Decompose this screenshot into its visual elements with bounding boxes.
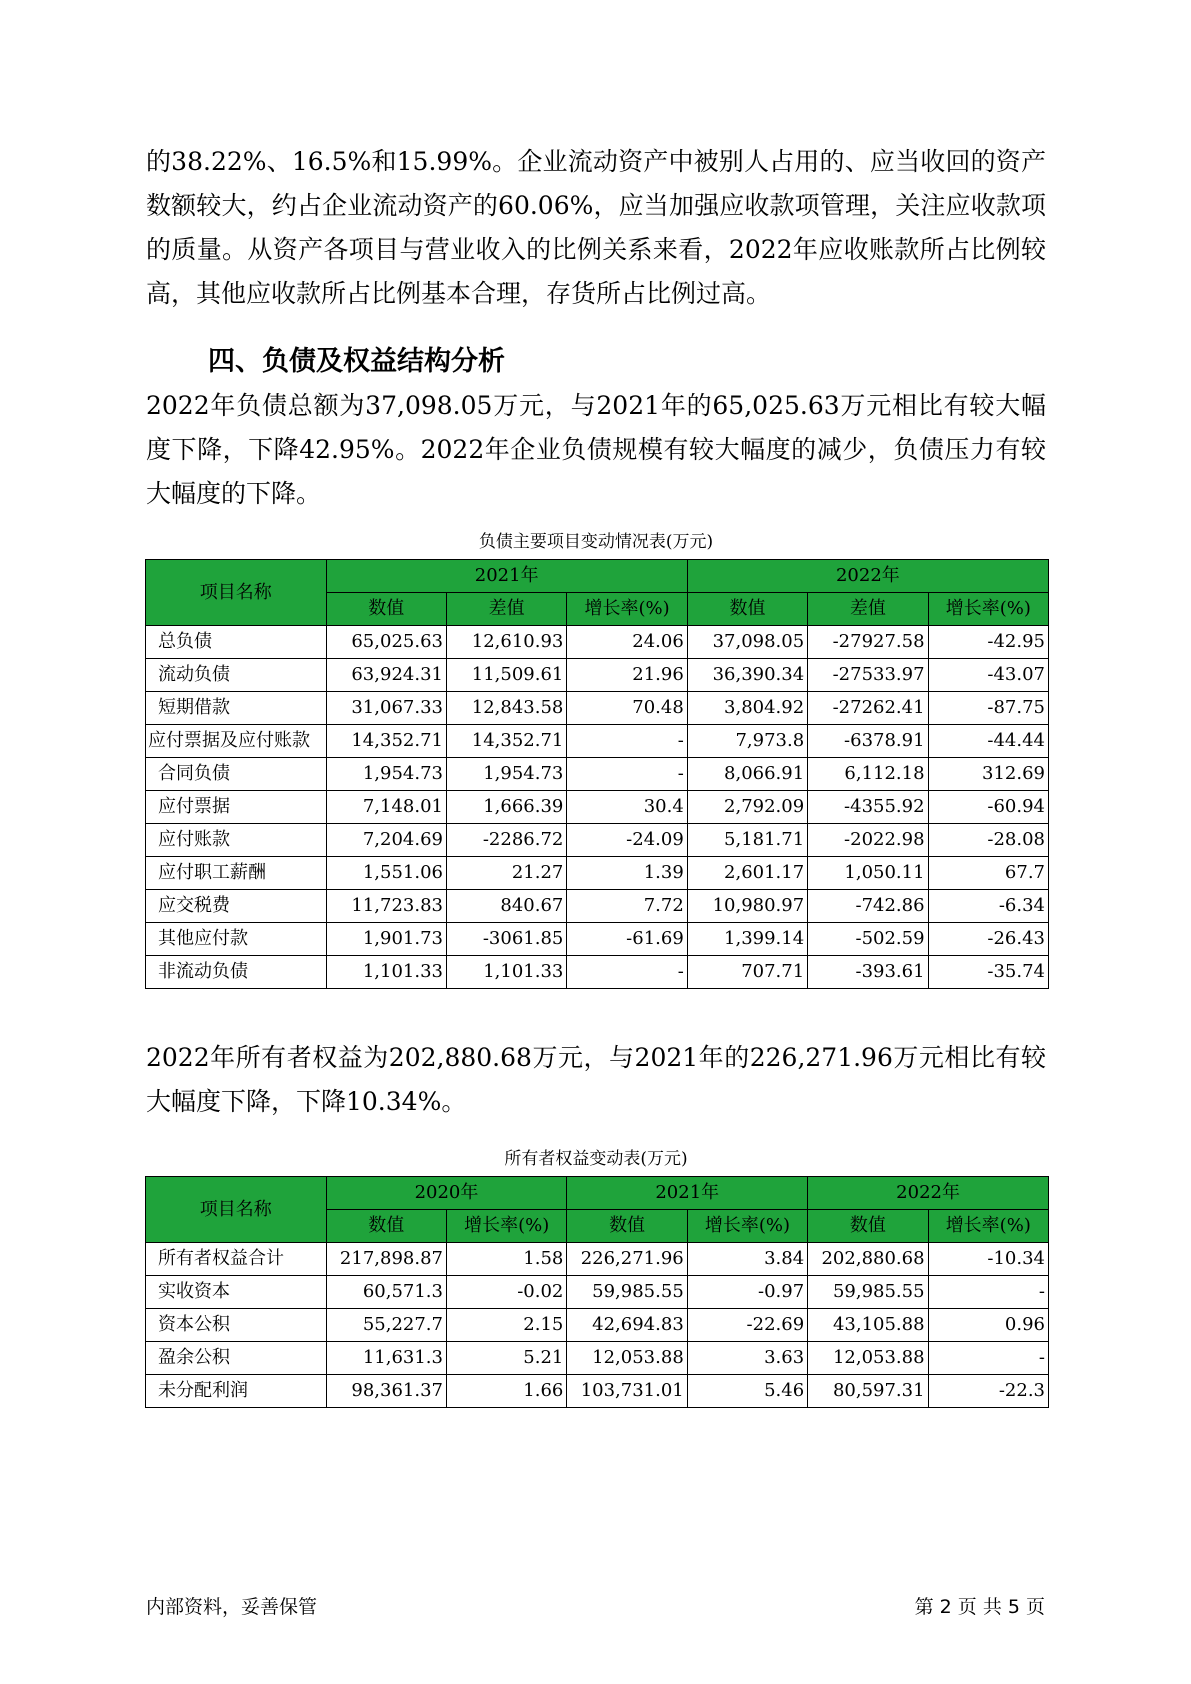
table-cell: -22.69	[687, 1309, 807, 1342]
col-year-2021: 2021年	[326, 560, 687, 593]
table-cell: 1,101.33	[446, 956, 566, 989]
table-cell: 8,066.91	[687, 758, 807, 791]
row-label: 资本公积	[146, 1309, 327, 1342]
section-heading: 四、负债及权益结构分析	[208, 346, 505, 377]
table-cell: 60,571.3	[326, 1276, 446, 1309]
col-growth: 增长率(%)	[567, 593, 687, 626]
table-cell: 1,101.33	[326, 956, 446, 989]
table-cell: -	[567, 758, 687, 791]
table-cell: 2.15	[446, 1309, 566, 1342]
row-label: 应付职工薪酬	[146, 857, 327, 890]
table-cell: -27262.41	[808, 692, 928, 725]
col-year-2020: 2020年	[326, 1177, 567, 1210]
table-cell: 1.66	[446, 1375, 566, 1408]
table-cell: 36,390.34	[687, 659, 807, 692]
col-value: 数值	[808, 1210, 928, 1243]
row-label: 所有者权益合计	[146, 1243, 327, 1276]
table-cell: 3,804.92	[687, 692, 807, 725]
footer-page-number: 第 2 页 共 5 页	[914, 1596, 1045, 1618]
table-cell: 2,792.09	[687, 791, 807, 824]
table-cell: -	[567, 956, 687, 989]
table-row	[146, 692, 1049, 725]
col-item-name: 项目名称	[146, 1177, 327, 1243]
row-label: 应付账款	[146, 824, 327, 857]
table-cell: 217,898.87	[326, 1243, 446, 1276]
table-cell: 0.96	[928, 1309, 1048, 1342]
table-cell: 21.27	[446, 857, 566, 890]
row-label: 总负债	[146, 626, 327, 659]
table-cell: 7,148.01	[326, 791, 446, 824]
table-cell: 65,025.63	[326, 626, 446, 659]
col-value: 数值	[687, 593, 807, 626]
table-cell: 5.46	[687, 1375, 807, 1408]
table-cell: 30.4	[567, 791, 687, 824]
table-cell: 1,050.11	[808, 857, 928, 890]
table-cell: 67.7	[928, 857, 1048, 890]
table-cell: 42,694.83	[567, 1309, 687, 1342]
table-cell: 1.39	[567, 857, 687, 890]
table-cell: -35.74	[928, 956, 1048, 989]
table-cell: -60.94	[928, 791, 1048, 824]
table-row	[146, 1342, 1049, 1375]
row-label: 应付票据	[146, 791, 327, 824]
table-cell: 24.06	[567, 626, 687, 659]
table-cell: 707.71	[687, 956, 807, 989]
table-cell: -10.34	[928, 1243, 1048, 1276]
col-value: 数值	[326, 593, 446, 626]
table-cell: -	[928, 1342, 1048, 1375]
table-cell: 31,067.33	[326, 692, 446, 725]
table-cell: 7,973.8	[687, 725, 807, 758]
col-value: 数值	[326, 1210, 446, 1243]
liability-table-header	[146, 560, 1049, 626]
table-row	[146, 659, 1049, 692]
table-cell: 6,112.18	[808, 758, 928, 791]
table-cell: -4355.92	[808, 791, 928, 824]
table-cell: -0.02	[446, 1276, 566, 1309]
table-cell: 1,901.73	[326, 923, 446, 956]
table-cell: -	[567, 725, 687, 758]
table-cell: -6.34	[928, 890, 1048, 923]
row-label: 盈余公积	[146, 1342, 327, 1375]
table-cell: 202,880.68	[808, 1243, 928, 1276]
row-label: 流动负债	[146, 659, 327, 692]
table-cell: -24.09	[567, 824, 687, 857]
table-cell: -43.07	[928, 659, 1048, 692]
col-growth: 增长率(%)	[687, 1210, 807, 1243]
table-cell: 7.72	[567, 890, 687, 923]
table-cell: -2022.98	[808, 824, 928, 857]
row-label: 短期借款	[146, 692, 327, 725]
row-label: 非流动负债	[146, 956, 327, 989]
table-row	[146, 824, 1049, 857]
table-cell: 1,551.06	[326, 857, 446, 890]
table-cell: 55,227.7	[326, 1309, 446, 1342]
table-cell: 98,361.37	[326, 1375, 446, 1408]
table-cell: 3.63	[687, 1342, 807, 1375]
table-cell: 1,399.14	[687, 923, 807, 956]
table-cell: 59,985.55	[567, 1276, 687, 1309]
table-cell: -27533.97	[808, 659, 928, 692]
table-cell: 1,666.39	[446, 791, 566, 824]
table-cell: 5.21	[446, 1342, 566, 1375]
table-cell: 840.67	[446, 890, 566, 923]
table-cell: -742.86	[808, 890, 928, 923]
col-diff: 差值	[808, 593, 928, 626]
table-cell: -42.95	[928, 626, 1048, 659]
table-row	[146, 1309, 1049, 1342]
col-growth: 增长率(%)	[446, 1210, 566, 1243]
table-cell: 14,352.71	[326, 725, 446, 758]
row-label: 应付票据及应付账款	[146, 725, 327, 758]
table-cell: 226,271.96	[567, 1243, 687, 1276]
table-cell: 43,105.88	[808, 1309, 928, 1342]
table-cell: -	[928, 1276, 1048, 1309]
row-label: 应交税费	[146, 890, 327, 923]
table-row	[146, 890, 1049, 923]
table-row	[146, 758, 1049, 791]
table-cell: 1.58	[446, 1243, 566, 1276]
table-cell: 12,053.88	[567, 1342, 687, 1375]
table-row	[146, 923, 1049, 956]
liability-table-body	[146, 626, 1049, 989]
table-cell: -61.69	[567, 923, 687, 956]
table-row	[146, 1243, 1049, 1276]
table-cell: -502.59	[808, 923, 928, 956]
equity-paragraph: 2022年所有者权益为202,880.68万元，与2021年的226,271.96万元相比有较大幅度下降，下降10.34%。	[146, 1043, 1046, 1116]
row-label: 其他应付款	[146, 923, 327, 956]
table-cell: 11,723.83	[326, 890, 446, 923]
table-row	[146, 791, 1049, 824]
table-cell: 103,731.01	[567, 1375, 687, 1408]
table-cell: 5,181.71	[687, 824, 807, 857]
table-row	[146, 857, 1049, 890]
equity-table-header	[146, 1177, 1049, 1243]
liability-table	[145, 559, 1049, 989]
table-cell: -87.75	[928, 692, 1048, 725]
table-row	[146, 956, 1049, 989]
table-cell: -393.61	[808, 956, 928, 989]
table-cell: -2286.72	[446, 824, 566, 857]
equity-table-body	[146, 1243, 1049, 1408]
col-diff: 差值	[446, 593, 566, 626]
table-cell: 14,352.71	[446, 725, 566, 758]
table-cell: -3061.85	[446, 923, 566, 956]
liability-table-caption: 负债主要项目变动情况表(万元)	[478, 532, 714, 552]
table-cell: 12,053.88	[808, 1342, 928, 1375]
row-label: 合同负债	[146, 758, 327, 791]
equity-table-caption: 所有者权益变动表(万元)	[504, 1149, 688, 1169]
table-cell: -44.44	[928, 725, 1048, 758]
footer-confidential-note: 内部资料，妥善保管	[146, 1596, 318, 1618]
table-cell: -27927.58	[808, 626, 928, 659]
col-year-2022: 2022年	[808, 1177, 1049, 1210]
table-cell: 1,954.73	[446, 758, 566, 791]
table-cell: 80,597.31	[808, 1375, 928, 1408]
table-cell: -28.08	[928, 824, 1048, 857]
col-growth: 增长率(%)	[928, 1210, 1048, 1243]
table-cell: 37,098.05	[687, 626, 807, 659]
table-cell: -26.43	[928, 923, 1048, 956]
table-cell: 10,980.97	[687, 890, 807, 923]
table-cell: 11,509.61	[446, 659, 566, 692]
table-cell: 12,610.93	[446, 626, 566, 659]
table-cell: 11,631.3	[326, 1342, 446, 1375]
table-cell: 7,204.69	[326, 824, 446, 857]
table-cell: 70.48	[567, 692, 687, 725]
table-cell: 21.96	[567, 659, 687, 692]
table-row	[146, 626, 1049, 659]
table-cell: 2,601.17	[687, 857, 807, 890]
intro-paragraph: 的38.22%、16.5%和15.99%。企业流动资产中被别人占用的、应当收回的资产数额较大，约占企业流动资产的60.06%，应当加强应收款项管理，关注应收款项的质量。从资产各项目与营业收入的比例关系来看，2022年应收账款所占比例较高，其他应收款所占比例基本合理，存货所占比例过高。	[146, 147, 1046, 308]
col-growth: 增长率(%)	[928, 593, 1048, 626]
table-cell: 12,843.58	[446, 692, 566, 725]
col-year-2021: 2021年	[567, 1177, 808, 1210]
equity-table	[145, 1176, 1049, 1408]
table-cell: 59,985.55	[808, 1276, 928, 1309]
table-cell: 63,924.31	[326, 659, 446, 692]
table-cell: 312.69	[928, 758, 1048, 791]
col-item-name: 项目名称	[146, 560, 327, 626]
col-value: 数值	[567, 1210, 687, 1243]
table-cell: 3.84	[687, 1243, 807, 1276]
table-row	[146, 725, 1049, 758]
table-row	[146, 1375, 1049, 1408]
col-year-2022: 2022年	[687, 560, 1048, 593]
liability-paragraph: 2022年负债总额为37,098.05万元，与2021年的65,025.63万元相比有较大幅度下降，下降42.95%。2022年企业负债规模有较大幅度的减少，负债压力有较大幅度的下降。	[146, 391, 1046, 508]
table-cell: -0.97	[687, 1276, 807, 1309]
table-cell: -6378.91	[808, 725, 928, 758]
row-label: 实收资本	[146, 1276, 327, 1309]
table-cell: -22.3	[928, 1375, 1048, 1408]
row-label: 未分配利润	[146, 1375, 327, 1408]
table-row	[146, 1276, 1049, 1309]
table-cell: 1,954.73	[326, 758, 446, 791]
